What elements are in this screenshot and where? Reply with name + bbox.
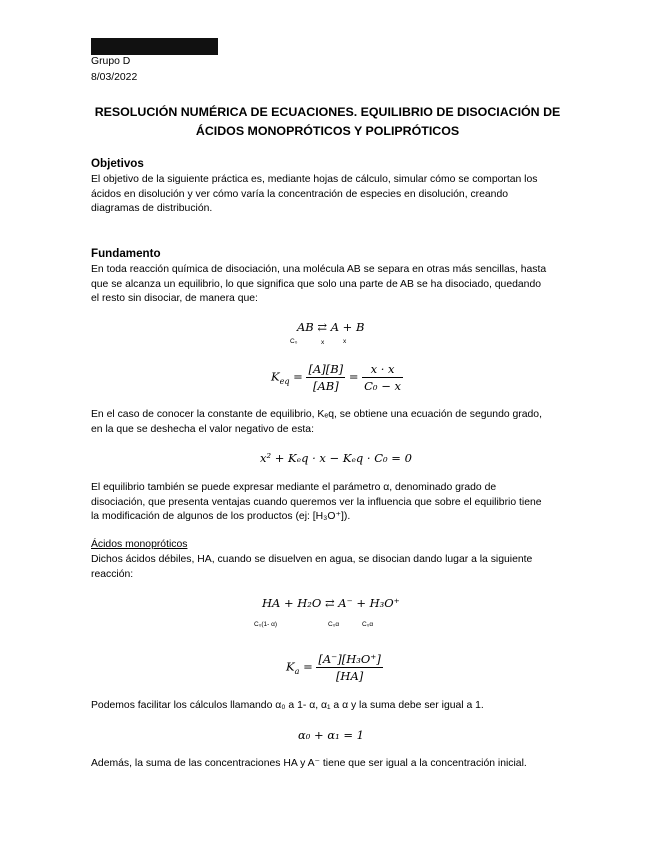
reaction-label-x: x: [343, 338, 347, 345]
keq-symbol: K: [271, 369, 280, 384]
fundamento-paragraph: [91, 263, 566, 307]
keq-fraction-1: [306, 362, 345, 393]
monoproticos-line: Dichos ácidos débiles, HA, cuando se disuelven en agua, se disocian dando lugar a la siguiente: [91, 554, 533, 565]
alpha-line: la modificación de algunos de los productos (ej: [H₃O⁺]).: [91, 511, 351, 523]
dissociation-reaction: AB ⇄ A + B: [297, 320, 365, 334]
ka-symbol: K: [286, 659, 295, 674]
final-line: Además, la suma de las concentraciones HA y A⁻ tiene que ser igual a la concentración inicial.: [91, 758, 527, 769]
redacted-name-block: [91, 38, 218, 55]
objetivos-line: El objetivo de la siguiente práctica es, mediante hojas de cálculo, simular cómo se comportan los: [91, 174, 538, 185]
keq-numerator-2: x · x: [362, 362, 403, 378]
alpha-definition-line: Podemos facilitar los cálculos llamando α₀ a 1- α, α₁ a α y la suma debe ser igual a 1.: [91, 700, 484, 711]
fundamento-line: el resto sin disociar, de manera que:: [91, 293, 258, 305]
acid-label-anion: C₀α: [328, 621, 340, 628]
monoproticos-paragraph: [91, 553, 566, 582]
keq-subscript: eq: [279, 376, 290, 386]
page-title: [80, 103, 575, 141]
monoproticos-heading: Ácidos monopróticos: [91, 539, 188, 550]
title-line-1: RESOLUCIÓN NUMÉRICA DE ECUACIONES. EQUILIBRIO DE DISOCIACIÓN DE: [94, 105, 561, 119]
alpha-line: disociación, que presenta ventajas cuando queremos ver la influencia que sobre el equilibrio tiene: [91, 496, 542, 508]
ka-fraction: [316, 652, 382, 683]
quadratic-equation: x² + Kₑq · x − Kₑq · C₀ = 0: [260, 451, 412, 465]
keq-denominator: [AB]: [312, 379, 339, 393]
group-label: Grupo D: [91, 56, 131, 67]
keq-line: En el caso de conocer la constante de equilibrio, Kₑq, se obtiene una ecuación de segundo grado,: [91, 409, 542, 420]
fundamento-heading: Fundamento: [91, 247, 161, 260]
keq-equation: $K_{eq}$ = $\frac{[A][B]}{[AB]}$ = $\frac{x \cdot x}{\text{C₀ − x}}$: [271, 362, 401, 393]
alpha-sum-equation: α₀ + α₁ = 1: [298, 728, 364, 742]
ka-denominator: [HA]: [335, 669, 364, 683]
monoproticos-line: reacción:: [91, 568, 134, 580]
fundamento-line: que se alcanza un equilibrio, lo que significa que solo una parte de AB se ha disociado, quedando: [91, 278, 542, 290]
ka-equation: $K_a$ = $\frac{\text{[A⁻][H₃O⁺]}}{[HA]}$: [286, 652, 381, 683]
alpha-line: El equilibrio también se puede expresar mediante el parámetro α, denominado grado de: [91, 482, 497, 493]
keq-paragraph: [91, 408, 566, 437]
objetivos-line: ácidos en disolución y ver cómo varía la concentración de especies en disolución, creando: [91, 188, 509, 200]
keq-fraction-2: [362, 362, 403, 393]
date-label: 8/03/2022: [91, 72, 138, 83]
objetivos-paragraph: [91, 173, 566, 217]
ka-numerator: [A⁻][H₃O⁺]: [318, 652, 381, 666]
acid-label-hydronium: C₀α: [362, 621, 374, 628]
alpha-paragraph: [91, 481, 571, 525]
reaction-label-x: x: [321, 339, 325, 346]
keq-line: en la que se deshecha el valor negativo de esta:: [91, 423, 314, 435]
keq-numerator: [A][B]: [308, 362, 344, 376]
ka-subscript: a: [294, 666, 300, 676]
acid-label-ha: C₀(1- α): [254, 621, 278, 628]
fundamento-line: En toda reacción química de disociación, una molécula AB se separa en otras más sencillas, hasta: [91, 264, 547, 275]
objetivos-heading: Objetivos: [91, 157, 144, 170]
reaction-label-c0: C₀: [290, 338, 298, 345]
keq-denominator-2: C₀ − x: [364, 379, 401, 393]
title-line-2: ÁCIDOS MONOPRÓTICOS Y POLIPRÓTICOS: [195, 124, 460, 138]
objetivos-line: diagramas de distribución.: [91, 203, 213, 215]
acid-reaction: HA + H₂O ⇄ A⁻ + H₃O⁺: [262, 596, 400, 610]
